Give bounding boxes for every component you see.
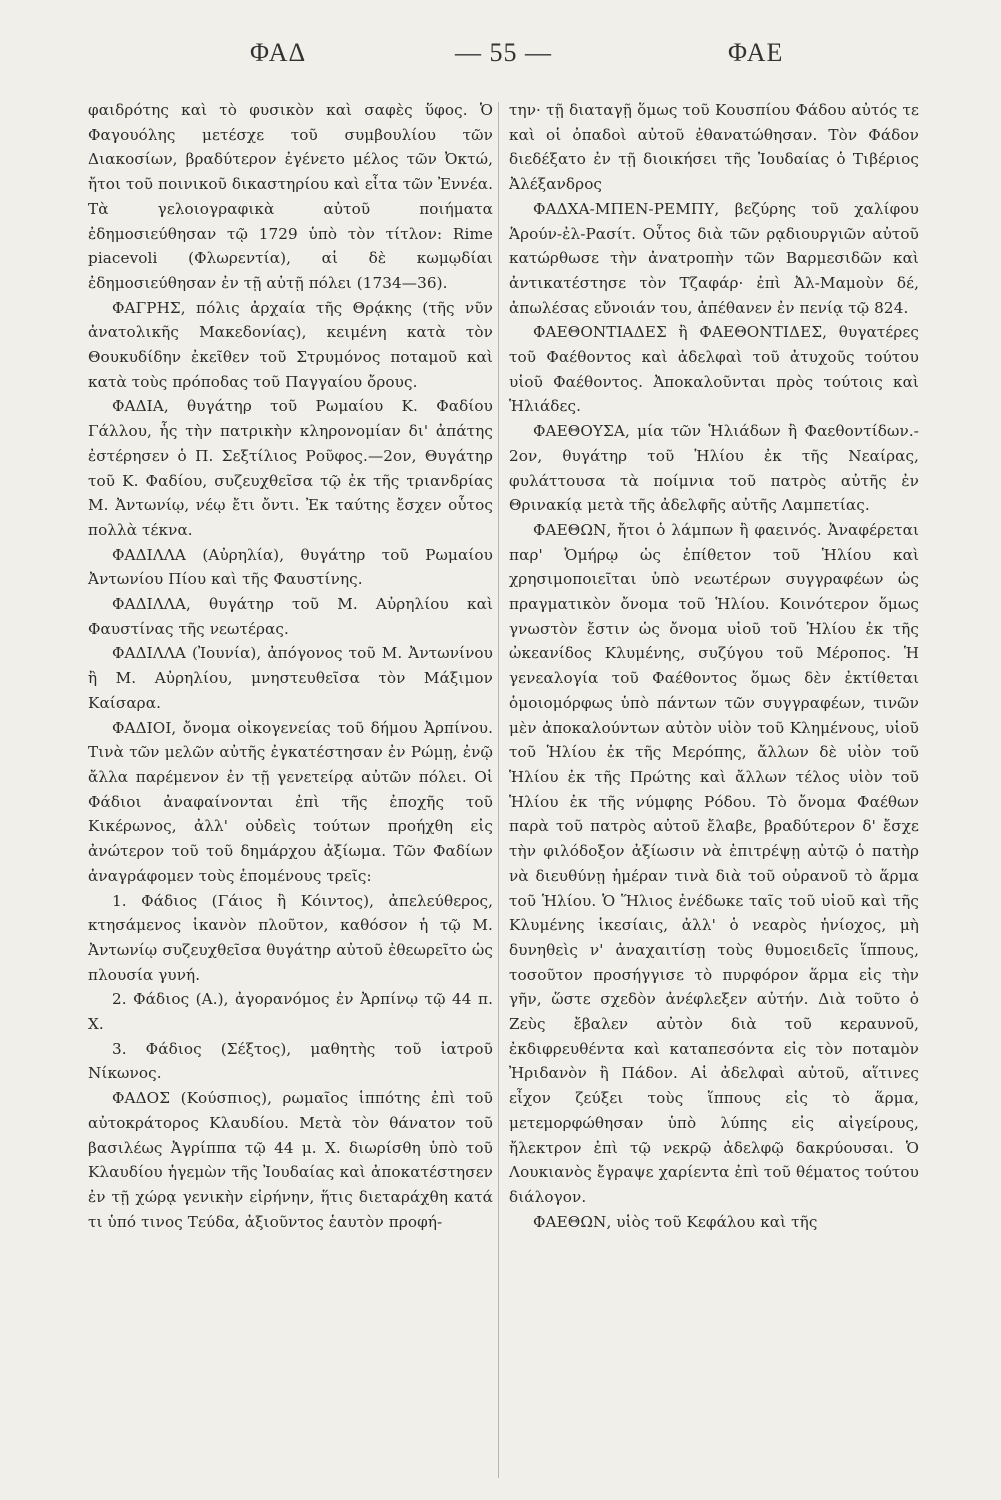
entry-fadilla-iounia: ΦΑΔΙΛΛΑ (Ἰουνία), ἀπόγονος τοῦ Μ. Ἀντωνίνου ἢ Μ. Αὐρηλίου, μνηστευθεῖσα τὸν Μάξιμον Καίσαρα. <box>88 644 493 712</box>
column-divider <box>498 102 499 1478</box>
entry-fadios-1: 1. Φάδιος (Γάιος ἢ Κόιντος), ἀπελεύθερος, κτησάμενος ἱκανὸν πλοῦτον, καθόσον ἡ τῷ Μ. Ἀντωνίῳ συζευχθεῖσα θυγάτηρ αὐτοῦ ἐθεωρεῖτο ὡς πλουσία γυνή. <box>88 891 493 984</box>
entry-continuation: φαιδρότης καὶ τὸ φυσικὸν καὶ σαφὲς ὕφος. Ὁ Φαγουόλης μετέσχε τοῦ συμβουλίου τῶν Διακοσίων, βραδύτερον ἐγένετο μέλος τῶν Ὀκτώ, ἤτοι τοῦ ποινικοῦ δικαστηρίου καὶ εἶτα τῶν Ἐννέα. Τὰ γελοιογραφικὰ αὐτοῦ ποιήματα ἐδημοσιεύθησαν τῷ 1729 ὑπὸ τὸν τίτλον: Rime piacevoli (Φλωρεντία), αἱ δὲ κωμῳδίαι ἐδημοσιεύθησαν ἐν τῇ αὐτῇ πόλει (1734—36). <box>88 101 493 292</box>
entry-faethousa: ΦΑΕΘΟΥΣΑ, μία τῶν Ἡλιάδων ἢ Φαεθοντίδων.- 2ον, θυγάτηρ τοῦ Ἡλίου ἐκ τῆς Νεαίρας, φυλάττουσα τὰ ποίμνια τοῦ πατρὸς αὐτῆς ἐν Θρινακίᾳ μετὰ τῆς ἀδελφῆς αὐτῆς Λαμπετίας. <box>509 422 919 515</box>
running-head <box>0 38 1001 78</box>
entry-faethontiades: ΦΑΕΘΟΝΤΙΑΔΕΣ ἢ ΦΑΕΘΟΝΤΙΔΕΣ, θυγατέρες τοῦ Φαέθοντος καὶ ἀδελφαὶ τοῦ ἀτυχοῦς τούτου υἱοῦ Φαέθοντος. Ἀποκαλοῦνται πρὸς τούτοις καὶ Ἡλιάδες. <box>509 323 919 416</box>
entry-fadilla: ΦΑΔΙΛΛΑ, θυγάτηρ τοῦ Μ. Αὐρηλίου καὶ Φαυστίνας τῆς νεωτέρας. <box>88 595 493 638</box>
entry-fadioi: ΦΑΔΙΟΙ, ὄνομα οἰκογενείας τοῦ δήμου Ἀρπίνου. Τινὰ τῶν μελῶν αὐτῆς ἐγκατέστησαν ἐν Ρώμῃ, ἐνῷ ἄλλα παρέμενον ἐν τῇ γενετείρᾳ αὐτῶν πόλει. Οἱ Φάδιοι ἀναφαίνονται ἐπὶ τῆς ἐποχῆς τοῦ Κικέρωνος, ἀλλ' οὐδεὶς τούτων προήχθη εἰς ἀνώτερον τοῦ τοῦ δημάρχου ἀξίωμα. Τῶν Φαδίων ἀναγράφομεν τοὺς ἑπομένους τρεῖς: <box>88 718 493 885</box>
left-column <box>88 98 493 1234</box>
entry-fadilla-aurelia: ΦΑΔΙΛΛΑ (Αὐρηλία), θυγάτηρ τοῦ Ρωμαίου Ἀντωνίου Πίου καὶ τῆς Φαυστίνης. <box>88 545 493 589</box>
entry-fadios-3: 3. Φάδιος (Σέξτος), μαθητὴς τοῦ ἰατροῦ Νίκωνος. <box>88 1039 493 1083</box>
entry-fados: ΦΑΔΟΣ (Κούσπιος), ρωμαῖος ἱππότης ἐπὶ τοῦ αὐτοκράτορος Κλαυδίου. Μετὰ τὸν θάνατον τοῦ βασιλέως Ἀγρίππα τῷ 44 μ. Χ. διωρίσθη ὑπὸ τοῦ Κλαυδίου ἡγεμὼν τῆς Ἰουδαίας καὶ ἀποκατέστησεν ἐν τῇ χώρᾳ γενικὴν εἰρήνην, ἥτις διεταράχθη κατά τι ὑπό τινος Τεύδα, ἀξιοῦντος ἑαυτὸν προφή- <box>88 1089 493 1231</box>
entry-fadcha-ben-rempy: ΦΑΔΧΑ-ΜΠΕΝ-ΡΕΜΠΥ, βεζύρης τοῦ χαλίφου Ἁρούν-ἐλ-Ρασίτ. Οὗτος διὰ τῶν ρᾳδιουργιῶν αὐτοῦ κατώρθωσε τὴν ἀνατροπὴν τῶν Βαρμεσιδῶν καὶ ἀντικατέστησε τὸν Τζαφάρ· ἐπὶ Ἀλ-Μαμοὺν δέ, ἀπωλέσας εὔνοιάν του, ἀπέθανεν ἐν πενίᾳ τῷ 824. <box>509 199 919 317</box>
entry-fadios-2: 2. Φάδιος (Α.), ἀγορανόμος ἐν Ἀρπίνῳ τῷ 44 π. Χ. <box>88 990 493 1034</box>
right-column <box>509 98 919 1234</box>
entry-fados-continuation: την· τῇ διαταγῇ ὅμως τοῦ Κουσπίου Φάδου αὐτός τε καὶ οἱ ὀπαδοὶ αὐτοῦ ἐθανατώθησαν. Τὸν Φάδον διεδέξατο ἐν τῇ διοικήσει τῆς Ἰουδαίας ὁ Τιβέριος Ἀλέξανδρος <box>509 101 919 194</box>
running-head-left: ΦΑΔ <box>250 38 307 67</box>
entry-fadia: ΦΑΔΙΑ, θυγάτηρ τοῦ Ρωμαίου Κ. Φαδίου Γάλλου, ἧς τὴν πατρικὴν κληρονομίαν δι' ἀπάτης ἐστέρησεν ὁ Π. Σεξτίλιος Ροῦφος.—2ον, Θυγάτηρ τοῦ Κ. Φαδίου, συζευχθεῖσα τῷ ἐκ τῆς τριανδρίας Μ. Ἀντωνίῳ, νέῳ ἔτι ὄντι. Ἐκ ταύτης ἔσχεν οὗτος πολλὰ τέκνα. <box>88 397 493 539</box>
running-head-right: ΦΑΕ <box>728 38 784 67</box>
entry-faethon: ΦΑΕΘΩΝ, ἤτοι ὁ λάμπων ἢ φαεινός. Ἀναφέρεται παρ' Ὁμήρῳ ὡς ἐπίθετον τοῦ Ἡλίου καὶ χρησιμοποιεῖται ὑπὸ νεωτέρων συγγραφέων ὡς πραγματικὸν ὄνομα τοῦ Ἡλίου. Κοινότερον ὅμως γνωστὸν ἔστιν ὡς ὄνομα υἱοῦ τοῦ Ἡλίου ἐκ τῆς ὠκεανίδος Κλυμένης, συζύγου τοῦ Μέροπος. Ἡ γενεαλογία τοῦ Φαέθοντος ὅμως δὲν ἐκτίθεται ὁμοιομόρφως ὑπὸ πάντων τῶν συγγραφέων, τινῶν μὲν ἀποκαλούντων αὐτὸν υἱὸν τοῦ Κλημένους, υἱοῦ τοῦ Ἡλίου ἐκ τῆς Μερόπης, ἄλλων δὲ υἱὸν τοῦ Ἡλίου ἐκ τῆς Πρώτης καὶ ἄλλων τέλος υἱὸν τοῦ Ἡλίου ἐκ τῆς νύμφης Ρόδου. Τὸ ὄνομα Φαέθων παρὰ τοῦ πατρὸς αὐτοῦ ἔλαβε, βραδύτερον δ' ἔσχε τὴν φιλόδοξον ἀξίωσιν νὰ ἐπιτρέψῃ αὐτῷ ὁ πατὴρ νὰ διευθύνῃ ἡμέραν τινὰ διὰ τοῦ οὐρανοῦ τὸ ἅρμα τοῦ Ἡλίου. Ὁ Ἥλιος ἐνέδωκε ταῖς τοῦ υἱοῦ καὶ τῆς Κλυμένης ἱκεσίαις, ἀλλ' ὁ νεαρὸς ἡνίοχος, μὴ δυνηθεὶς ν' ἀναχαιτίσῃ τοὺς θυμοειδεῖς ἵππους, τοσοῦτον προσήγγισε τὸ πυρφόρον ἅρμα εἰς τὴν γῆν, ὥστε σχεδὸν ἀνέφλεξεν αὐτήν. Διὰ τοῦτο ὁ Ζεὺς ἔβαλεν αὐτὸν διὰ τοῦ κεραυνοῦ, ἐκδιφρευθέντα καὶ καταπεσόντα εἰς τὸν ποταμὸν Ἠριδανὸν ἢ Πάδον. Αἱ ἀδελφαὶ αὐτοῦ, αἵτινες εἶχον ζεύξει τοὺς ἵππους εἰς τὸ ἅρμα, μετεμορφώθησαν ὑπὸ λύπης εἰς αἰγείρους, ἤλεκτρον ἐπὶ τῷ νεκρῷ ἀδελφῷ δακρύουσαι. Ὁ Λουκιανὸς ἔγραψε χαρίεντα ἐπὶ τοῦ θέματος τούτου διάλογον. <box>509 520 919 1206</box>
page-number: — 55 — <box>455 38 552 67</box>
entry-fagris: ΦΑΓΡΗΣ, πόλις ἀρχαία τῆς Θρᾴκης (τῆς νῦν ἀνατολικῆς Μακεδονίας), κειμένη κατὰ τὸν Θουκυδίδην ἐκεῖθεν τοῦ Στρυμόνος ποταμοῦ καὶ κατὰ τοὺς πρόποδας τοῦ Παγγαίου ὄρους. <box>88 298 493 391</box>
entry-faethon-son-of-kefalos: ΦΑΕΘΩΝ, υἱὸς τοῦ Κεφάλου καὶ τῆς <box>533 1212 818 1231</box>
